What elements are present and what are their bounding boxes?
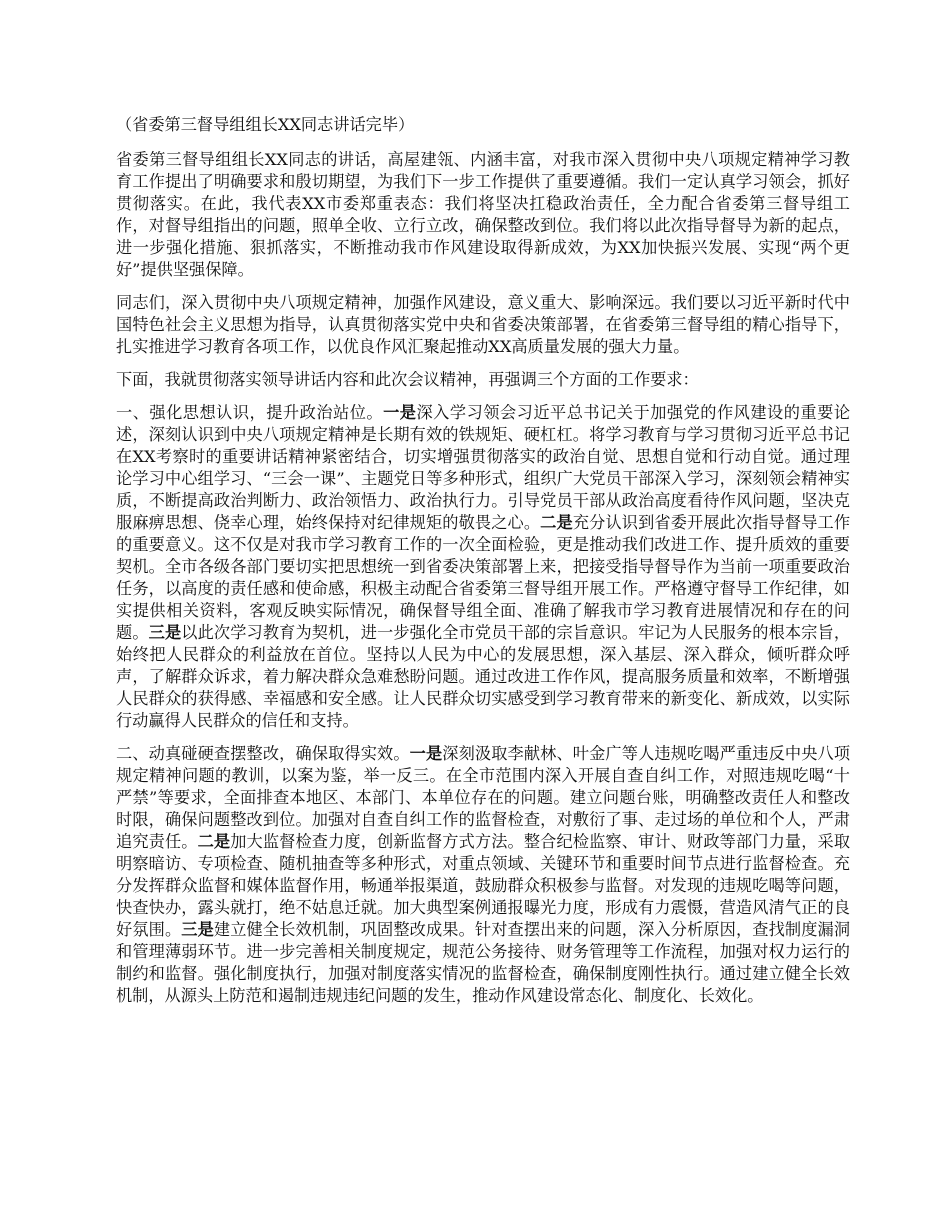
point-marker: 三是 [181, 920, 214, 939]
speech-caption: （省委第三督导组组长XX同志讲话完毕） [116, 115, 415, 134]
point-text: 加大监督检查力度，创新监督方式方法。整合纪检监察、审计、财政等部门力量，采取明察暗访、专项检查、随机抽查等多种形式，对重点领域、关键环节和重要时间节点进行监督检查。充分发挥群众监督和媒体监督作用，畅通举报渠道，鼓励群众积极参与监督。对发现的违规吃喝等问题，快查快办，露头就打，绝不姑息迁就。加大典型案例通报曝光力度，形成有力震慑，营造风清气正的良好氛围。 [116, 832, 851, 939]
section-1-heading: 一、强化思想认识，提升政治站位。 [116, 403, 384, 422]
document-page [116, 114, 850, 1018]
intro-paragraph-3: 下面，我就贯彻落实领导讲话内容和此次会议精神，再强调三个方面的工作要求： [116, 370, 699, 389]
point-text: 深刻汲取李献林、叶金广等人违规吃喝严重违反中央八项规定精神问题的教训，以案为鉴，举一反三。在全市范围内深入开展自查自纠工作，对照违规吃喝“十严禁”等要求，全面排查本地区、本部门、本单位存在的问题。建立问题台账，明确整改责任人和整改时限，确保问题整改到位。加强对自查自纠工作的监督检查，对敷衍了事、走过场的单位和个人，严肃追究责任。 [116, 744, 851, 851]
point-marker: 一是 [383, 403, 417, 422]
point-text: 深入学习领会习近平总书记关于加强党的作风建设的重要论述，深刻认识到中央八项规定精神是长期有效的铁规矩、硬杠杠。将学习教育与学习贯彻习近平总书记在XX考察时的重要讲话精神紧密结合，切实增强贯彻落实的政治自觉、思想自觉和行动自觉。通过理论学习中心组学习、“三会一课”、主题党日等多种形式，组织广大党员干部深入学习，深刻领会精神实质，不断提高政治判断力、政治领悟力、政治执行力。引导党员干部从政治高度看待作风问题，坚决克服麻痹思想、侥幸心理，始终保持对纪律规矩的敬畏之心。 [116, 403, 851, 532]
section-1-paragraph [116, 402, 850, 732]
section-2-paragraph [116, 743, 850, 1007]
point-marker: 一是 [409, 744, 443, 763]
intro-paragraph-2: 同志们，深入贯彻中央八项规定精神，加强作风建设，意义重大、影响深远。我们要以习近平新时代中国特色社会主义思想为指导，认真贯彻落实党中央和省委决策部署，在省委第三督导组的精心指导下，扎实推进学习教育各项工作，以优良作风汇聚起推动XX高质量发展的强大力量。 [116, 293, 850, 356]
point-marker: 三是 [148, 623, 182, 642]
point-text: 充分认识到省委开展此次指导督导工作的重要意义。这不仅是对我市学习教育工作的一次全面检验，更是推动我们改进工作、提升质效的重要契机。全市各级各部门要切实把思想统一到省委决策部署上来，把接受指导督导作为当前一项重要政治任务，以高度的责任感和使命感，积极主动配合省委第三督导组开展工作。严格遵守督导工作纪律，如实提供相关资料，客观反映实际情况，确保督导组全面、准确了解我市学习教育进展情况和存在的问题。 [116, 513, 851, 642]
point-marker: 二是 [197, 832, 231, 851]
point-text: 建立健全长效机制，巩固整改成果。针对查摆出来的问题，深入分析原因，查找制度漏洞和管理薄弱环节。进一步完善相关制度规定，规范公务接待、财务管理等工作流程，加强对权力运行的制约和监督。强化制度执行，加强对制度落实情况的监督检查，确保制度刚性执行。通过建立健全长效机制，从源头上防范和遏制违规违纪问题的发生，推动作风建设常态化、制度化、长效化。 [116, 920, 851, 1005]
point-text: 以此次学习教育为契机，进一步强化全市党员干部的宗旨意识。牢记为人民服务的根本宗旨，始终把人民群众的利益放在首位。坚持以人民为中心的发展思想，深入基层、深入群众，倾听群众呼声，了解群众诉求，着力解决群众急难愁盼问题。通过改进工作作风，提高服务质量和效率，不断增强人民群众的获得感、幸福感和安全感。让人民群众切实感受到学习教育带来的新变化、新成效，以实际行动赢得人民群众的信任和支持。 [116, 623, 851, 730]
section-2-heading: 二、动真碰硬查摆整改，确保取得实效。 [116, 744, 410, 763]
intro-paragraph-1: 省委第三督导组组长XX同志的讲话，高屋建瓴、内涵丰富，对我市深入贯彻中央八项规定精神学习教育工作提出了明确要求和殷切期望，为我们下一步工作提供了重要遵循。我们一定认真学习领会，抓好贯彻落实。在此，我代表XX市委郑重表态：我们将坚决扛稳政治责任，全力配合省委第三督导组工作，对督导组指出的问题，照单全收、立行立改，确保整改到位。我们将以此次指导督导为新的起点，进一步强化措施、狠抓落实，不断推动我市作风建设取得新成效，为XX加快振兴发展、实现“两个更好”提供坚强保障。 [116, 150, 850, 279]
point-marker: 二是 [540, 513, 573, 532]
